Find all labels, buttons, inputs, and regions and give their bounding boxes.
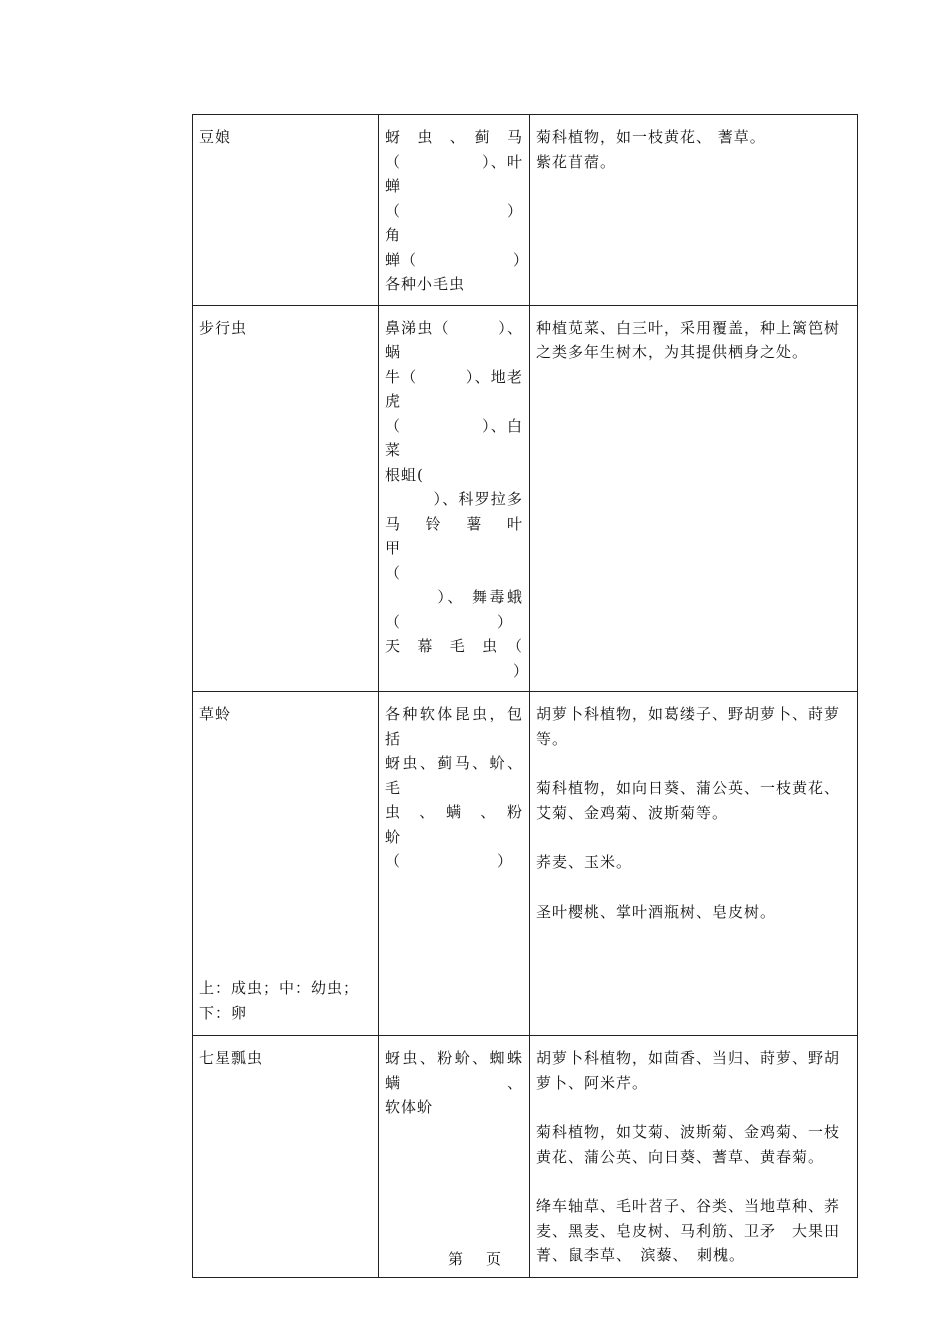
- plant-paragraph: 菊科植物，如一枝黄花、 蓍草。 紫花苜蓿。: [536, 128, 766, 171]
- pest-line: 牛（ ）、地老虎: [385, 367, 523, 410]
- insect-name: 步行虫: [199, 318, 248, 337]
- plant-paragraph: 胡萝卜科植物，如茴香、当归、莳萝、野胡萝卜、阿米芹。: [536, 1049, 841, 1092]
- pest-line: 虫 、 螨 、 粉 蚧: [385, 803, 540, 846]
- pest-line: 蚜虫、粉蚧、蜘蛛螨、: [385, 1049, 523, 1092]
- pest-list-cell: [379, 692, 540, 1036]
- pest-line: ）、科罗拉多: [385, 490, 523, 508]
- pest-line: 蚜 虫 、 蓟 马: [385, 128, 523, 146]
- image-caption: 上：成虫；中：幼虫；下：卵: [199, 979, 360, 1022]
- pest-line: （ ）: [385, 612, 514, 631]
- pest-line: 各种软体昆虫，包括: [385, 705, 523, 748]
- footer-page-prefix: 第: [447, 1250, 464, 1268]
- plant-list-cell: [530, 115, 858, 306]
- insect-name: 草蛉: [199, 705, 232, 723]
- pest-line: ）: [385, 661, 530, 680]
- pest-line: 蝉（ ）: [385, 250, 530, 269]
- insect-name-cell: [193, 692, 379, 1036]
- plant-list-cell: [530, 305, 858, 692]
- pest-line: （ ）、白菜: [385, 416, 523, 459]
- insect-name: 七星瓢虫: [199, 1049, 264, 1067]
- pest-line: 天 幕 毛 虫 （: [385, 637, 523, 655]
- pest-list-cell: [379, 1036, 530, 1278]
- plant-paragraph: 绛车轴草、毛叶苕子、谷类、当地草种、荞麦、黑麦、皂皮树、马利筋、卫矛 大果田菁、鼠李草、 滨藜、 刺槐。: [536, 1197, 841, 1264]
- pest-line: ）、 舞毒蛾: [385, 588, 523, 606]
- pest-line: 软体蚧: [385, 1098, 434, 1116]
- plant-paragraph: 菊科植物，如向日葵、蒲公英、一枝黄花、艾菊、金鸡菊、波斯菊等。: [536, 779, 841, 822]
- pest-line: （ ）角: [385, 201, 523, 244]
- table-row: [193, 692, 858, 1036]
- pest-line: 根蛆(: [385, 465, 424, 484]
- pest-line: （ ）: [385, 852, 514, 870]
- plant-paragraph: 圣叶樱桃、掌叶酒瓶树、皂皮树。: [536, 902, 777, 921]
- pest-line: 各种小毛虫: [385, 275, 466, 293]
- pest-line: （: [385, 563, 402, 582]
- plant-paragraph: 胡萝卜科植物，如葛缕子、野胡萝卜、莳萝等。: [536, 705, 841, 748]
- insect-name: 豆娘: [199, 128, 232, 146]
- insect-name-cell: [193, 115, 379, 306]
- pest-line: 马 铃 薯 叶 甲: [385, 514, 540, 557]
- pest-list-cell: [379, 115, 530, 306]
- plant-list-cell: [530, 1036, 858, 1278]
- insect-name-cell: [193, 305, 379, 692]
- pest-line: 鼻涕虫（ ）、蜗: [385, 318, 523, 361]
- table-row: [193, 115, 858, 306]
- plant-paragraph: 种植苋菜、白三叶，采用覆盖，种上篱笆树之类多年生树木，为其提供栖身之处。: [536, 318, 841, 361]
- pest-line: 蚜虫、蓟马、蚧、毛: [385, 754, 523, 797]
- table-row: [193, 1036, 858, 1278]
- plant-paragraph: 菊科植物，如艾菊、波斯菊、金鸡菊、一枝黄花、蒲公英、向日葵、蓍草、黄春菊。: [536, 1123, 841, 1166]
- pest-list-cell: [379, 305, 540, 692]
- pest-line: （ ）、叶蝉: [385, 152, 523, 195]
- insect-name-cell: [193, 1036, 379, 1278]
- plant-paragraph: 荞麦、玉米。: [536, 853, 633, 871]
- table-row: [193, 305, 858, 692]
- footer-page-suffix: 页: [486, 1250, 503, 1268]
- beneficial-insects-table: [192, 114, 858, 1278]
- page-footer: [0, 1248, 950, 1269]
- plant-list-cell: [530, 692, 858, 1036]
